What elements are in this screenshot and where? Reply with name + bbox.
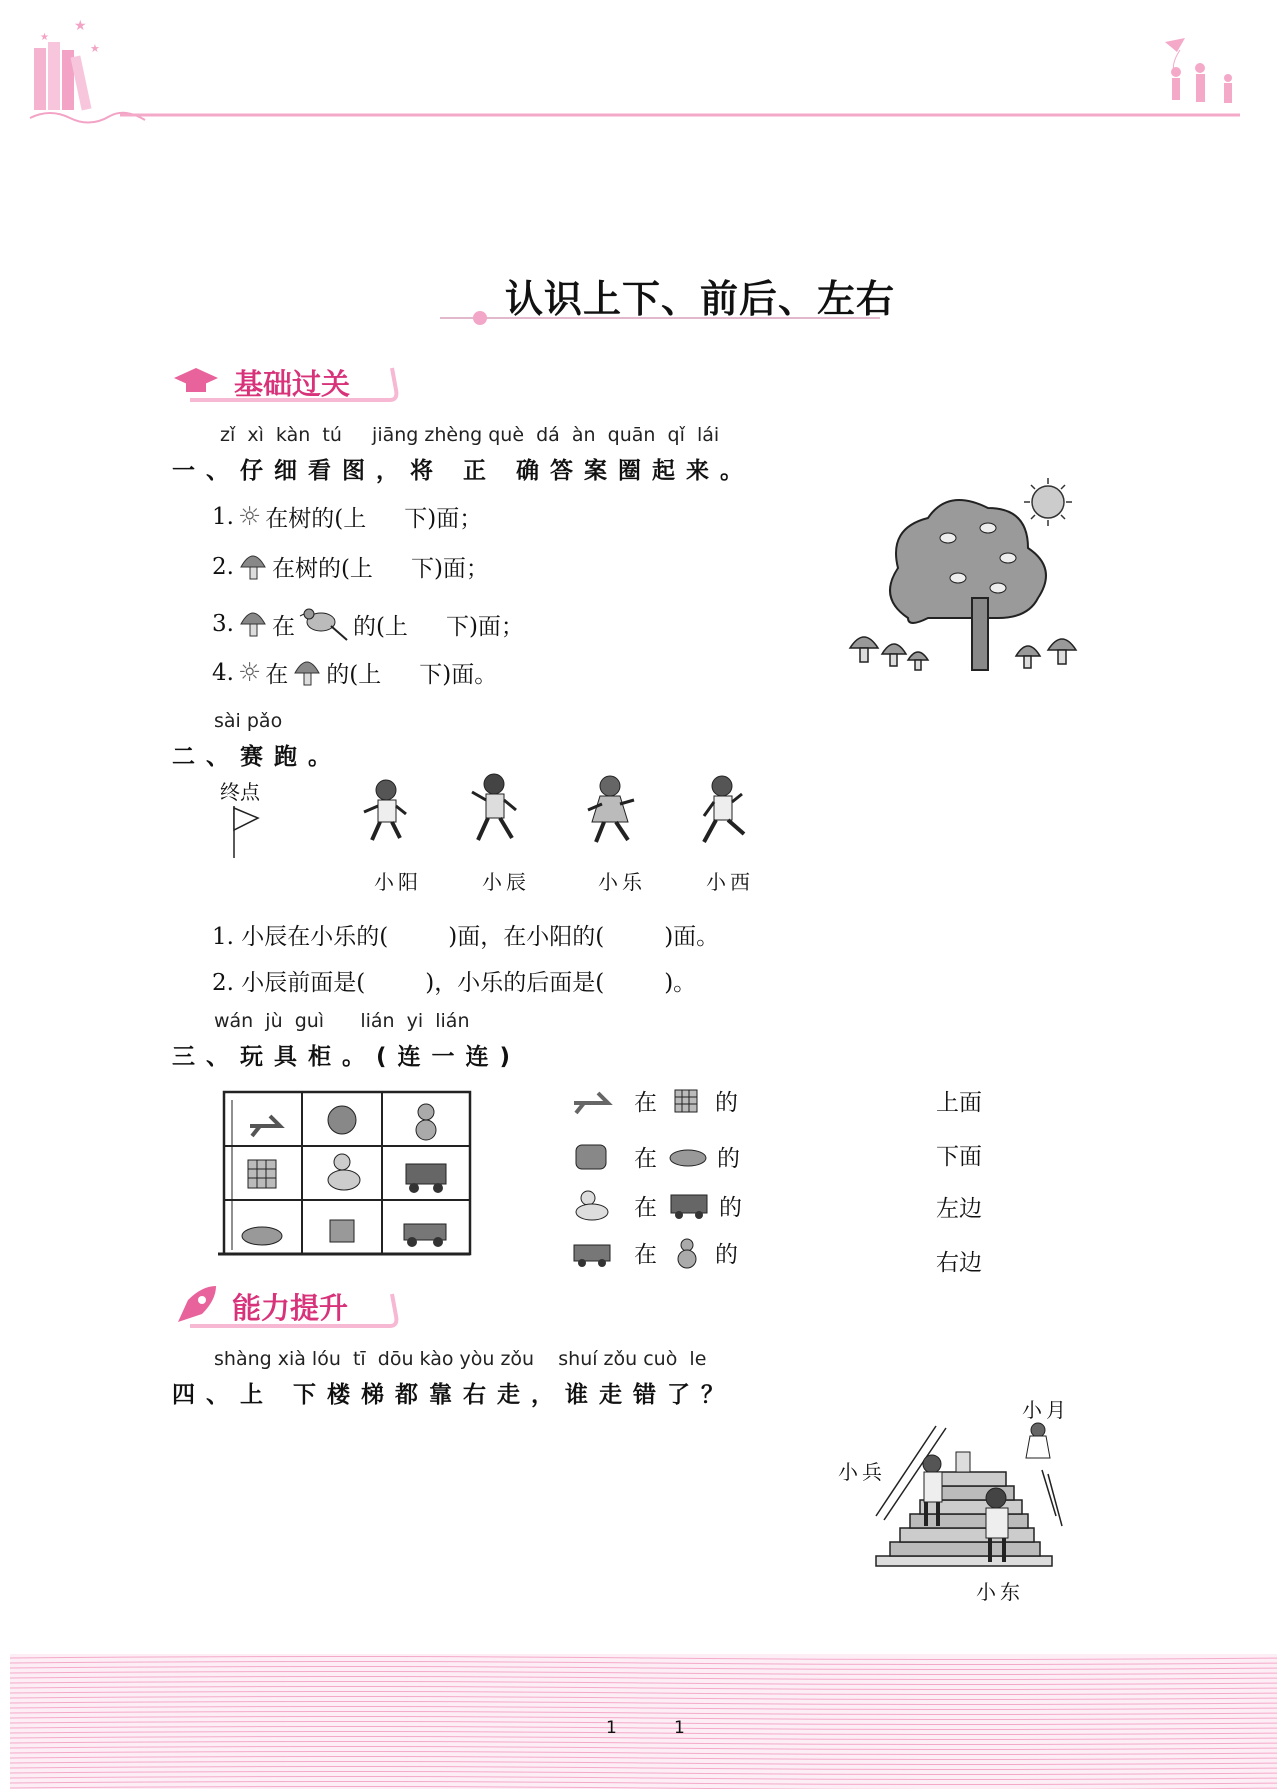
q3-heading: 三、玩具柜。(连一连) [172, 1044, 522, 1070]
runner-figure [466, 772, 526, 852]
toy-cube-icon [667, 1086, 707, 1116]
section-badge-advanced [170, 1282, 400, 1332]
q1-item-4: 4. ☼ 在 的(上 下)面。 [212, 657, 498, 688]
section-badge-basic [170, 356, 400, 406]
rocket-icon [178, 1286, 216, 1322]
books-logo-icon [30, 18, 145, 123]
q3-row-1: 在 的 [570, 1084, 738, 1117]
graduation-cap-icon [174, 368, 218, 392]
page-title: 认识上下、前后、左右 [505, 277, 896, 321]
svg-text:★: ★ [90, 42, 100, 55]
toy-car-icon [667, 1142, 709, 1172]
q3-answer: 右边 [936, 1250, 982, 1276]
runner-figure [358, 778, 418, 852]
mushroom-icon [292, 657, 322, 689]
toy-teddy-icon [667, 1237, 707, 1269]
header-decoration [0, 0, 1287, 140]
q2-item-1: 1. 小辰在小乐的( )面，在小阳的( )面。 [212, 924, 720, 950]
q1-item-1: 1. ☼ 在树的(上 下)面； [212, 501, 483, 532]
toy-cube-icon [248, 1160, 276, 1188]
section-label-advanced: 能力提升 [232, 1291, 349, 1325]
svg-text:★: ★ [40, 32, 49, 43]
mushrooms-ground [850, 637, 1076, 670]
page-number: 1 [674, 1718, 685, 1738]
q1-pinyin: zǐ xì kàn tú jiāng zhèng què dá àn quān qǐ lái [220, 424, 720, 446]
child-name: 小兵 [838, 1460, 886, 1484]
sun-icon: ☼ [237, 657, 262, 688]
runner-name: 小辰 [482, 870, 530, 894]
svg-text:★: ★ [74, 18, 87, 34]
toy-duck-icon [570, 1188, 614, 1222]
q4-heading: 四、上 下楼梯都靠右走，谁走错了？ [172, 1382, 736, 1408]
toy-plane-icon [570, 1087, 614, 1115]
runner-name: 小阳 [374, 870, 422, 894]
q1-item-3: 3. 在 的(上 下)面； [212, 604, 524, 644]
tree-illustration [848, 478, 1088, 678]
finish-flag-icon [228, 804, 268, 860]
toy-cabinet-illustration [216, 1090, 474, 1258]
sun-icon: ☼ [237, 501, 262, 532]
title-underline [440, 308, 880, 328]
toy-robot-icon [330, 1220, 354, 1242]
stairs-illustration [866, 1416, 1066, 1576]
q3-answer: 上面 [936, 1090, 982, 1116]
sun-icon [1024, 478, 1072, 526]
page-number: 1 [606, 1718, 617, 1738]
toy-robot-icon [570, 1141, 614, 1173]
section-label-basic: 基础过关 [234, 367, 351, 401]
tree-crown [890, 500, 1046, 623]
q2-pinyin: sài pǎo [214, 710, 283, 732]
toy-truck-icon [667, 1189, 711, 1221]
finish-label: 终点 [220, 780, 260, 804]
q1-item-2: 2. 在树的(上 下)面； [212, 550, 489, 583]
q3-pinyin: wán jù guì lián yi lián [214, 1010, 470, 1032]
runner-figure [582, 774, 646, 852]
q3-row-3: 在 的 [570, 1188, 742, 1222]
bird-icon [299, 604, 349, 644]
q3-row-2: 在 的 [570, 1140, 740, 1173]
q3-answer: 下面 [936, 1144, 982, 1170]
q3-answer: 左边 [936, 1196, 982, 1222]
q3-row-4: 在 的 [570, 1236, 738, 1269]
runner-figure [694, 774, 758, 854]
toy-car-icon [242, 1227, 282, 1245]
footer-stripes [10, 1654, 1277, 1789]
mushroom-icon [238, 608, 268, 640]
trash-bin-icon [956, 1452, 970, 1472]
runner-name: 小乐 [598, 870, 646, 894]
q4-pinyin: shàng xià lóu tī dōu kào yòu zǒu shuí zǒu cuò le [214, 1348, 707, 1370]
q2-heading: 二、赛跑。 [172, 744, 342, 770]
mushroom-icon [238, 551, 268, 583]
child-name: 小月 [1022, 1398, 1070, 1422]
tree-trunk [972, 598, 988, 670]
kite-children-icon [1165, 38, 1232, 103]
q2-item-2: 2. 小辰前面是( )，小乐的后面是( )。 [212, 970, 697, 996]
toy-truck-icon [570, 1237, 614, 1269]
runner-name: 小西 [706, 870, 754, 894]
child-figure-top [1026, 1423, 1050, 1458]
child-name: 小东 [976, 1580, 1024, 1604]
toy-ball-icon [328, 1106, 356, 1134]
q1-heading: 一、仔细看图，将 正 确答案圈起来。 [172, 458, 755, 484]
